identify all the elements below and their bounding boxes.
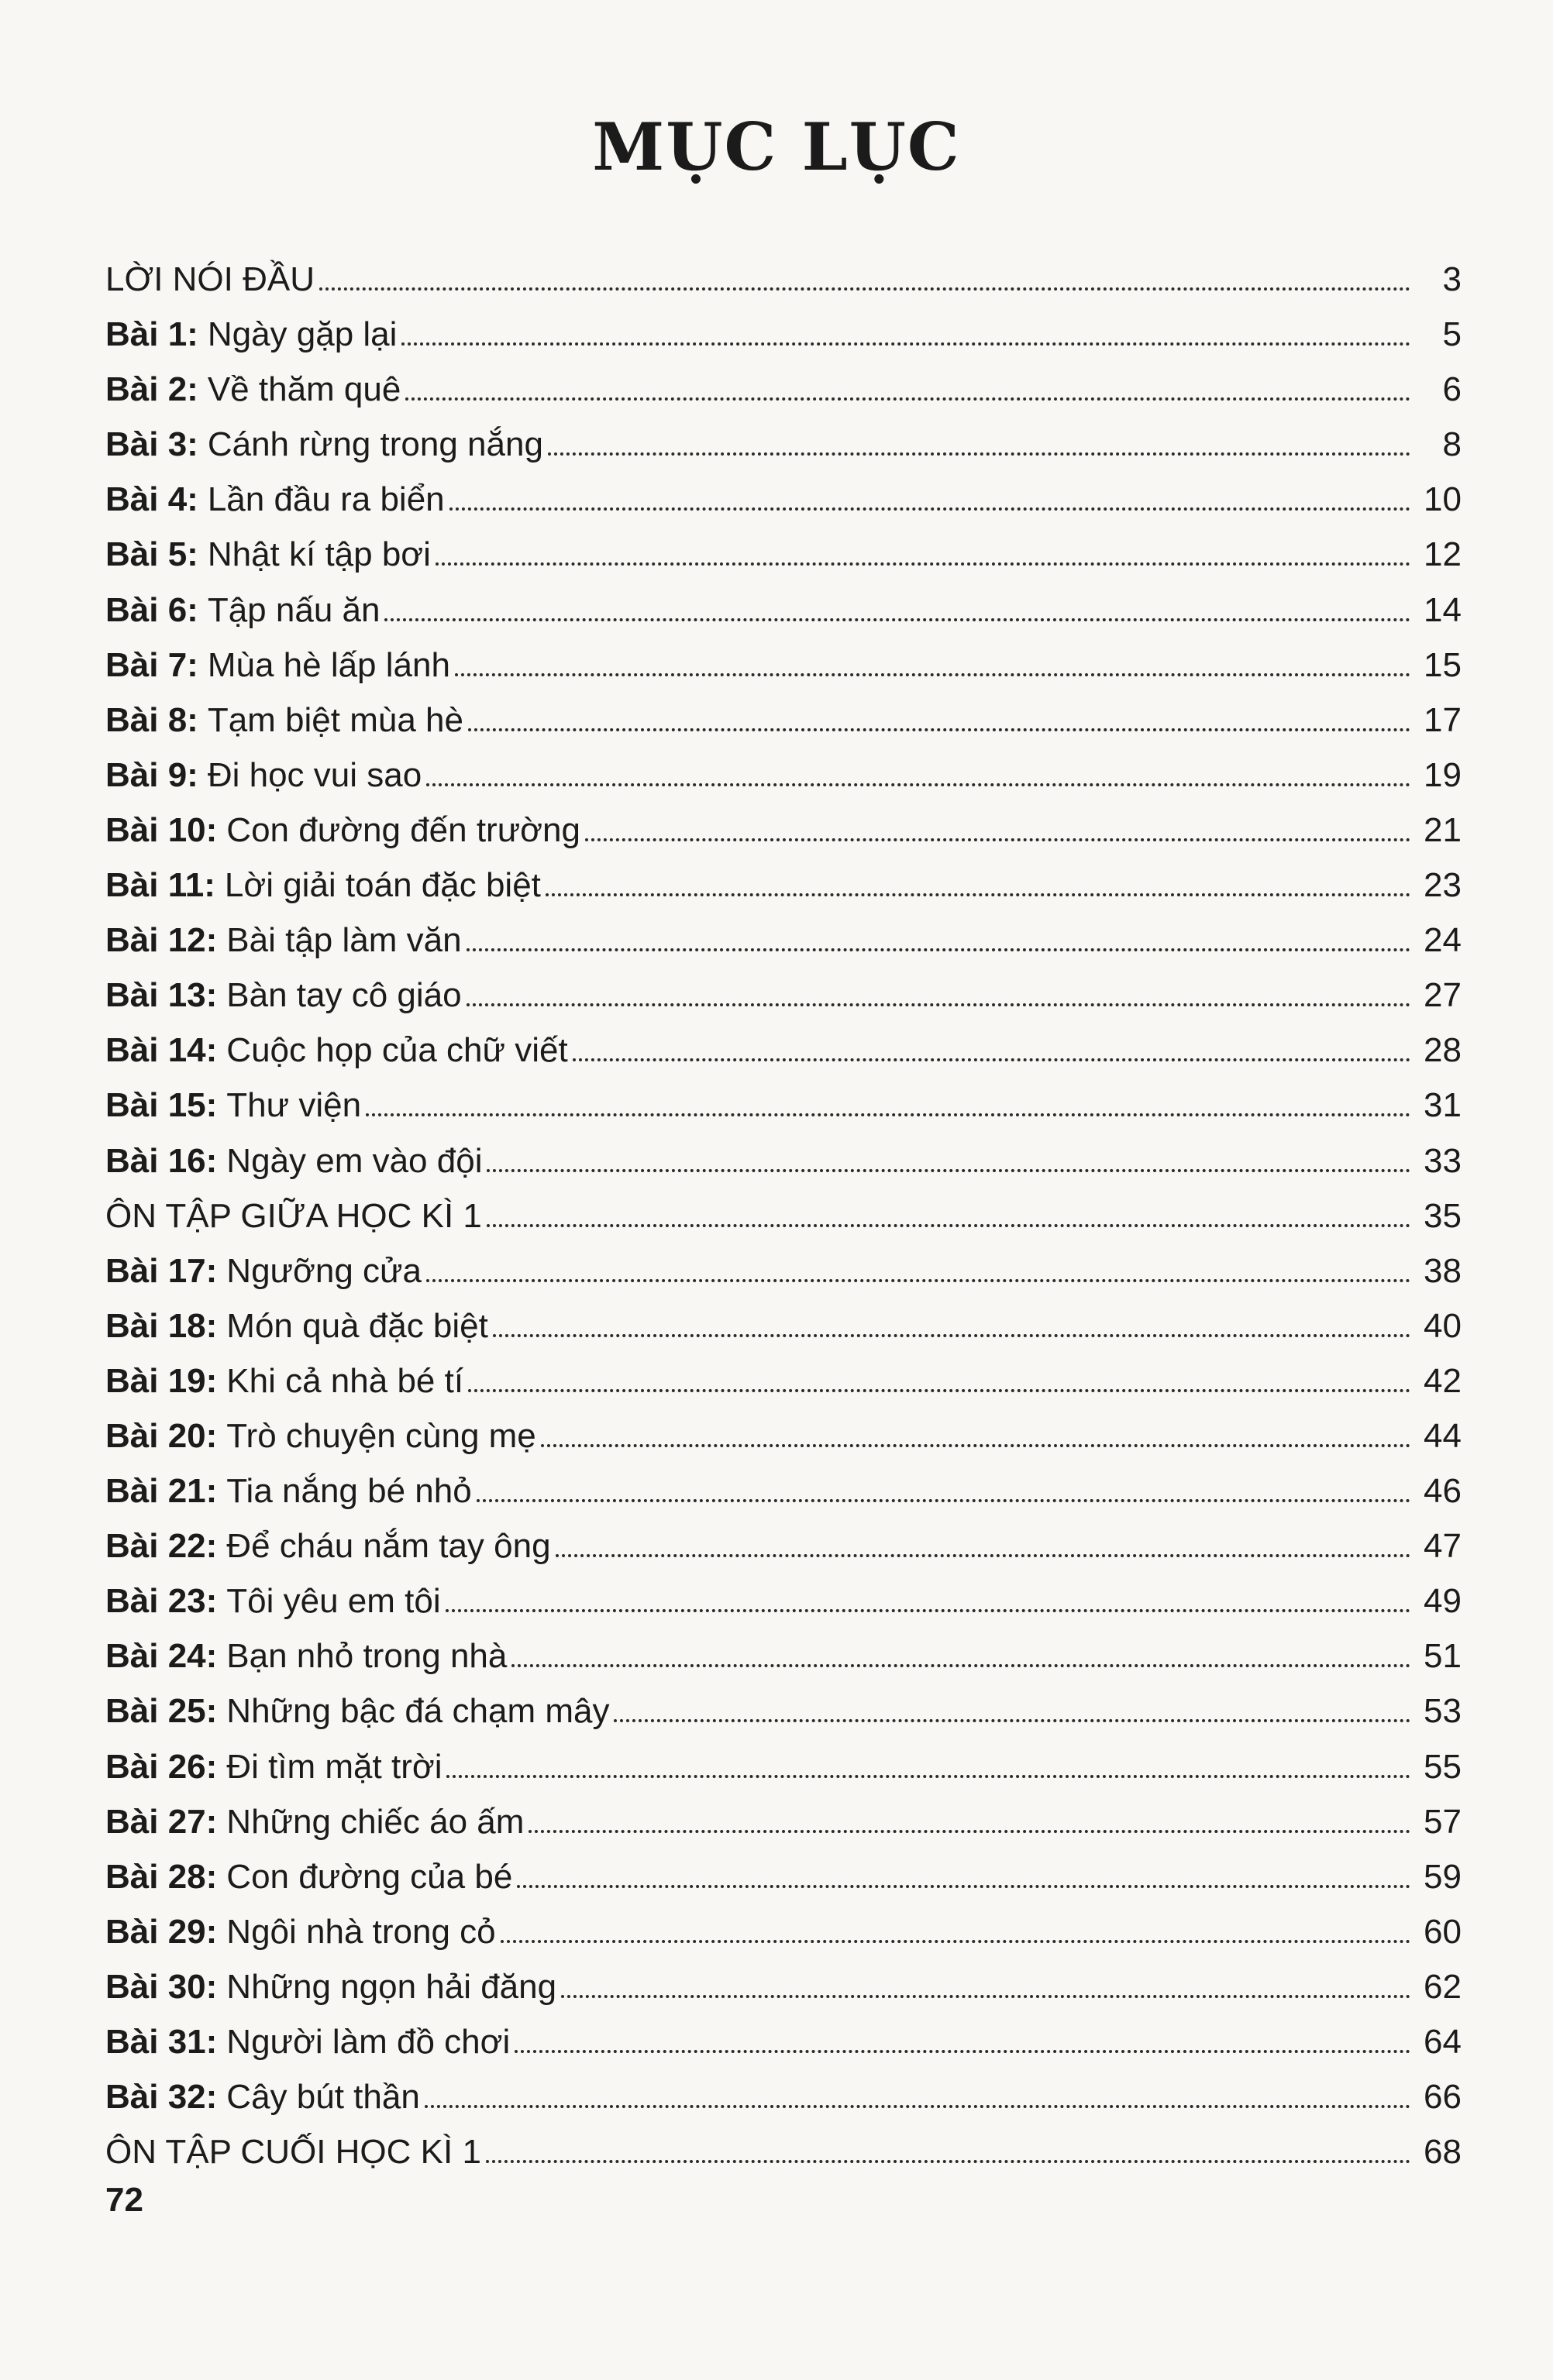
lesson-number: Bài 9: [105, 755, 198, 794]
dot-leader [446, 1775, 1410, 1778]
dot-leader [425, 2105, 1410, 2108]
toc-entry [105, 913, 1462, 968]
entry-page-number: 49 [1424, 1582, 1462, 1621]
toc-entry [105, 1408, 1462, 1463]
dot-leader [426, 783, 1410, 786]
entry-page-number: 17 [1424, 700, 1462, 739]
entry-title: Người làm đồ chơi [226, 2023, 511, 2061]
lesson-number: Bài 24: [105, 1637, 218, 1676]
entry-page-number: 27 [1424, 976, 1462, 1015]
entry-title: Món quà đặc biệt [226, 1306, 488, 1345]
lesson-number: Bài 10: [105, 810, 218, 849]
dot-leader [446, 1609, 1410, 1612]
toc-entry [105, 2069, 1462, 2124]
toc-entry [105, 472, 1462, 527]
entry-page-number: 21 [1424, 810, 1462, 849]
entry-page-number: 46 [1424, 1472, 1462, 1511]
toc-entry [105, 1794, 1462, 1849]
entry-title: Những bậc đá chạm mây [226, 1692, 610, 1731]
entry-page-number: 62 [1424, 1967, 1462, 2006]
entry-page-number: 14 [1424, 590, 1462, 629]
entry-page-number: 23 [1424, 866, 1462, 905]
toc-entry [105, 583, 1462, 638]
entry-title: Bạn nhỏ trong nhà [226, 1637, 508, 1676]
lesson-number: Bài 29: [105, 1912, 218, 1951]
lesson-number: Bài 6: [105, 590, 198, 629]
entry-title: Ngôi nhà trong cỏ [226, 1912, 496, 1951]
dot-leader [426, 1279, 1410, 1282]
entry-page-number: 47 [1424, 1527, 1462, 1566]
entry-title: Ngưỡng cửa [226, 1251, 422, 1290]
dot-leader [405, 397, 1410, 401]
entry-title: Con đường đến trường [226, 810, 580, 849]
toc-entry [105, 1904, 1462, 1959]
entry-title: Mùa hè lấp lánh [207, 645, 450, 684]
dot-leader [384, 618, 1410, 621]
dot-leader [487, 1224, 1410, 1227]
dot-leader [541, 1444, 1410, 1447]
entry-title: Để cháu nắm tay ông [226, 1527, 551, 1566]
entry-title: Đi tìm mặt trời [226, 1747, 442, 1786]
dot-leader [529, 1830, 1410, 1833]
dot-leader [614, 1719, 1410, 1722]
entry-title: Lần đầu ra biển [207, 480, 445, 519]
toc-entry [105, 638, 1462, 693]
lesson-number: Bài 27: [105, 1802, 218, 1841]
lesson-number: Bài 1: [105, 315, 198, 354]
lesson-number: Bài 21: [105, 1472, 218, 1511]
page-number: 72 [105, 2181, 143, 2219]
entry-title: ÔN TẬP CUỐI HỌC KÌ 1 [105, 2133, 481, 2172]
dot-leader [319, 287, 1410, 291]
entry-page-number: 60 [1424, 1912, 1462, 1951]
entry-page-number: 28 [1424, 1031, 1462, 1070]
lesson-number: Bài 2: [105, 370, 198, 409]
entry-title: Đi học vui sao [207, 755, 422, 794]
lesson-number: Bài 12: [105, 921, 218, 960]
dot-leader [468, 1389, 1410, 1392]
toc-entry [105, 1023, 1462, 1078]
entry-title: Cánh rừng trong nắng [207, 425, 543, 464]
dot-leader [455, 673, 1410, 676]
dot-leader [546, 893, 1410, 896]
entry-title: Lời giải toán đặc biệt [224, 866, 541, 905]
lesson-number: Bài 30: [105, 1967, 218, 2006]
toc-entry [105, 527, 1462, 582]
entry-page-number: 59 [1424, 1857, 1462, 1896]
toc-entry [105, 1298, 1462, 1353]
lesson-number: Bài 17: [105, 1251, 218, 1290]
entry-title: Về thăm quê [207, 370, 401, 409]
toc-entry [105, 1078, 1462, 1133]
lesson-number: Bài 20: [105, 1416, 218, 1455]
entry-title: Tạm biệt mùa hè [207, 700, 463, 739]
entry-page-number: 64 [1424, 2023, 1462, 2061]
toc-entry [105, 968, 1462, 1023]
entry-title: Trò chuyện cùng mẹ [226, 1416, 536, 1455]
toc-entry [105, 803, 1462, 858]
entry-title: Thư viện [226, 1086, 362, 1125]
entry-page-number: 42 [1424, 1361, 1462, 1400]
lesson-number: Bài 14: [105, 1031, 218, 1070]
toc-entry [105, 252, 1462, 307]
entry-page-number: 66 [1424, 2078, 1462, 2117]
toc-entry [105, 1684, 1462, 1739]
toc-entry [105, 1243, 1462, 1298]
entry-title: Cây bút thần [226, 2078, 420, 2117]
table-of-contents [105, 252, 1462, 2179]
toc-entry [105, 748, 1462, 803]
entry-page-number: 8 [1442, 425, 1462, 464]
entry-title: ÔN TẬP GIỮA HỌC KÌ 1 [105, 1196, 482, 1235]
entry-title: Khi cả nhà bé tí [226, 1361, 464, 1400]
toc-entry [105, 1518, 1462, 1573]
entry-page-number: 57 [1424, 1802, 1462, 1841]
lesson-number: Bài 31: [105, 2023, 218, 2061]
dot-leader [501, 1940, 1410, 1943]
dot-leader [436, 562, 1410, 566]
toc-entry [105, 2014, 1462, 2069]
lesson-number: Bài 3: [105, 425, 198, 464]
dot-leader [561, 1995, 1410, 1998]
entry-page-number: 38 [1424, 1251, 1462, 1290]
dot-leader [467, 948, 1410, 951]
dot-leader [556, 1554, 1410, 1557]
toc-entry [105, 2124, 1462, 2179]
dot-leader [486, 2160, 1410, 2163]
dot-leader [468, 728, 1410, 731]
dot-leader [585, 838, 1410, 841]
dot-leader [573, 1058, 1410, 1061]
entry-title: Nhật kí tập bơi [207, 535, 431, 574]
lesson-number: Bài 23: [105, 1582, 218, 1621]
dot-leader [548, 452, 1410, 456]
dot-leader [366, 1113, 1410, 1116]
entry-page-number: 35 [1424, 1196, 1462, 1235]
entry-title: Con đường của bé [226, 1857, 513, 1896]
lesson-number: Bài 28: [105, 1857, 218, 1896]
entry-page-number: 24 [1424, 921, 1462, 960]
entry-page-number: 15 [1424, 645, 1462, 684]
dot-leader [515, 2050, 1410, 2053]
dot-leader [511, 1664, 1410, 1667]
lesson-number: Bài 13: [105, 976, 218, 1015]
entry-title: Bài tập làm văn [226, 921, 462, 960]
entry-page-number: 5 [1442, 315, 1462, 354]
lesson-number: Bài 16: [105, 1141, 218, 1180]
lesson-number: Bài 26: [105, 1747, 218, 1786]
entry-title: Tập nấu ăn [207, 590, 381, 629]
entry-page-number: 40 [1424, 1306, 1462, 1345]
toc-entry [105, 1573, 1462, 1629]
entry-page-number: 44 [1424, 1416, 1462, 1455]
lesson-number: Bài 25: [105, 1692, 218, 1731]
toc-entry [105, 1463, 1462, 1518]
dot-leader [449, 507, 1410, 511]
lesson-number: Bài 7: [105, 645, 198, 684]
entry-page-number: 68 [1424, 2133, 1462, 2172]
lesson-number: Bài 19: [105, 1361, 218, 1400]
lesson-number: Bài 15: [105, 1086, 218, 1125]
entry-page-number: 3 [1442, 260, 1462, 298]
toc-entry [105, 858, 1462, 913]
toc-entry [105, 307, 1462, 362]
entry-page-number: 12 [1424, 535, 1462, 574]
entry-title: Tôi yêu em tôi [226, 1582, 441, 1621]
lesson-number: Bài 22: [105, 1527, 218, 1566]
lesson-number: Bài 8: [105, 700, 198, 739]
entry-page-number: 10 [1424, 480, 1462, 519]
lesson-number: Bài 18: [105, 1306, 218, 1345]
toc-entry [105, 1959, 1462, 2014]
lesson-number: Bài 5: [105, 535, 198, 574]
toc-entry [105, 1353, 1462, 1408]
toc-entry [105, 1188, 1462, 1243]
dot-leader [517, 1885, 1410, 1888]
entry-page-number: 33 [1424, 1141, 1462, 1180]
entry-page-number: 31 [1424, 1086, 1462, 1125]
dot-leader [487, 1169, 1410, 1172]
dot-leader [477, 1499, 1410, 1502]
entry-page-number: 6 [1442, 370, 1462, 409]
entry-page-number: 53 [1424, 1692, 1462, 1731]
entry-page-number: 55 [1424, 1747, 1462, 1786]
toc-entry [105, 1629, 1462, 1684]
toc-entry [105, 1849, 1462, 1904]
toc-entry [105, 1133, 1462, 1188]
entry-title: Ngày gặp lại [207, 315, 398, 354]
entry-title: Cuộc họp của chữ viết [226, 1031, 568, 1070]
entry-title: Những ngọn hải đăng [226, 1967, 557, 2006]
lesson-number: Bài 4: [105, 480, 198, 519]
entry-title: Bàn tay cô giáo [226, 976, 462, 1015]
dot-leader [401, 342, 1410, 346]
toc-entry [105, 417, 1462, 472]
entry-page-number: 19 [1424, 755, 1462, 794]
dot-leader [493, 1334, 1410, 1337]
entry-title: LỜI NÓI ĐẦU [105, 260, 315, 298]
page-title: MỤC LỤC [592, 108, 961, 185]
entry-title: Những chiếc áo ấm [226, 1802, 525, 1841]
dot-leader [467, 1003, 1410, 1006]
toc-entry [105, 693, 1462, 748]
entry-page-number: 51 [1424, 1637, 1462, 1676]
entry-title: Ngày em vào đội [226, 1141, 483, 1180]
toc-entry [105, 362, 1462, 417]
lesson-number: Bài 32: [105, 2078, 218, 2117]
toc-entry [105, 1739, 1462, 1794]
lesson-number: Bài 11: [105, 866, 215, 905]
entry-title: Tia nắng bé nhỏ [226, 1472, 472, 1511]
